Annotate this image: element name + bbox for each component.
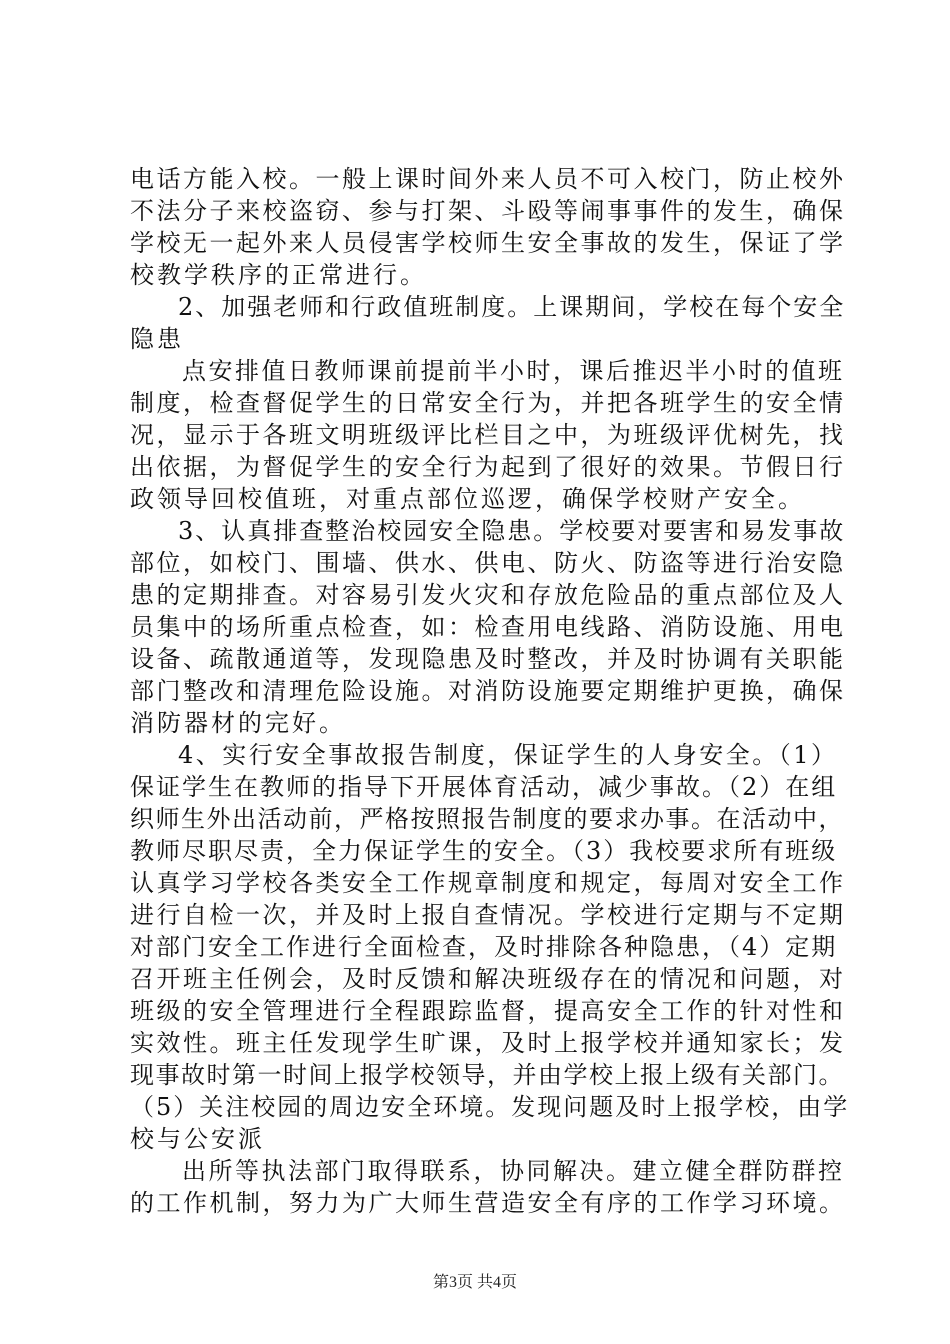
text-line: 部位，如校门、围墙、供水、供电、防火、防盗等进行治安隐 [130,549,846,577]
text-line: 政领导回校值班，对重点部位巡逻，确保学校财产安全。 [130,485,805,513]
text-line: 点安排值日教师课前提前半小时，课后推迟半小时的值班 [182,357,845,385]
text-line: 教师尽职尽责，全力保证学生的安全。（3）我校要求所有班级 [130,837,838,865]
text-line: 2、加强老师和行政值班制度。上课期间，学校在每个安全 [178,293,846,321]
text-line: 认真学习学校各类安全工作规章制度和规定，每周对安全工作 [130,869,846,897]
text-line: 校教学秩序的正常进行。 [130,261,427,289]
text-line: 员集中的场所重点检查，如：检查用电线路、消防设施、用电 [130,613,846,641]
text-line: 班级的安全管理进行全程跟踪监督，提高安全工作的针对性和 [130,997,846,1025]
text-line: 现事故时第一时间上报学校领导，并由学校上报上级有关部门。 [130,1061,844,1089]
text-line: 校与公安派 [130,1125,265,1153]
text-line: 消防器材的完好。 [130,709,346,737]
text-line: 4、实行安全事故报告制度，保证学生的人身安全。（1） [178,741,838,769]
text-line: 出依据，为督促学生的安全行为起到了很好的效果。节假日行 [130,453,846,481]
text-line: 隐患 [130,325,184,353]
text-line: 学校无一起外来人员侵害学校师生安全事故的发生，保证了学 [130,229,846,257]
text-line: 患的定期排查。对容易引发火灾和存放危险品的重点部位及人 [130,581,846,609]
text-line: 进行自检一次，并及时上报自查情况。学校进行定期与不定期 [130,901,846,929]
text-line: 不法分子来校盗窃、参与打架、斗殴等闹事事件的发生，确保 [130,197,846,225]
text-line: 的工作机制，努力为广大师生营造安全有序的工作学习环境。 [130,1189,846,1217]
text-line: 3、认真排查整治校园安全隐患。学校要对要害和易发事故 [178,517,846,545]
text-line: （5）关注校园的周边安全环境。发现问题及时上报学校，由学 [130,1093,850,1121]
text-line: 对部门安全工作进行全面检查，及时排除各种隐患，（4）定期 [130,933,838,961]
text-line: 部门整改和清理危险设施。对消防设施要定期维护更换，确保 [130,677,846,705]
text-line: 保证学生在教师的指导下开展体育活动，减少事故。（2）在组 [130,773,838,801]
text-line: 实效性。班主任发现学生旷课，及时上报学校并通知家长；发 [130,1029,846,1057]
page-footer: 第3页 共4页 [432,1274,517,1291]
document-body [130,163,850,1219]
text-line: 召开班主任例会，及时反馈和解决班级存在的情况和问题，对 [130,965,846,993]
text-line: 设备、疏散通道等，发现隐患及时整改，并及时协调有关职能 [130,645,846,673]
text-line: 制度，检查督促学生的日常安全行为，并把各班学生的安全情 [130,389,846,417]
text-line: 织师生外出活动前，严格按照报告制度的要求办事。在活动中， [130,805,844,833]
text-line: 况，显示于各班文明班级评比栏目之中，为班级评优树先，找 [130,421,846,449]
text-line: 出所等执法部门取得联系，协同解决。建立健全群防群控 [182,1157,845,1185]
text-line: 电话方能入校。一般上课时间外来人员不可入校门，防止校外 [130,165,846,193]
